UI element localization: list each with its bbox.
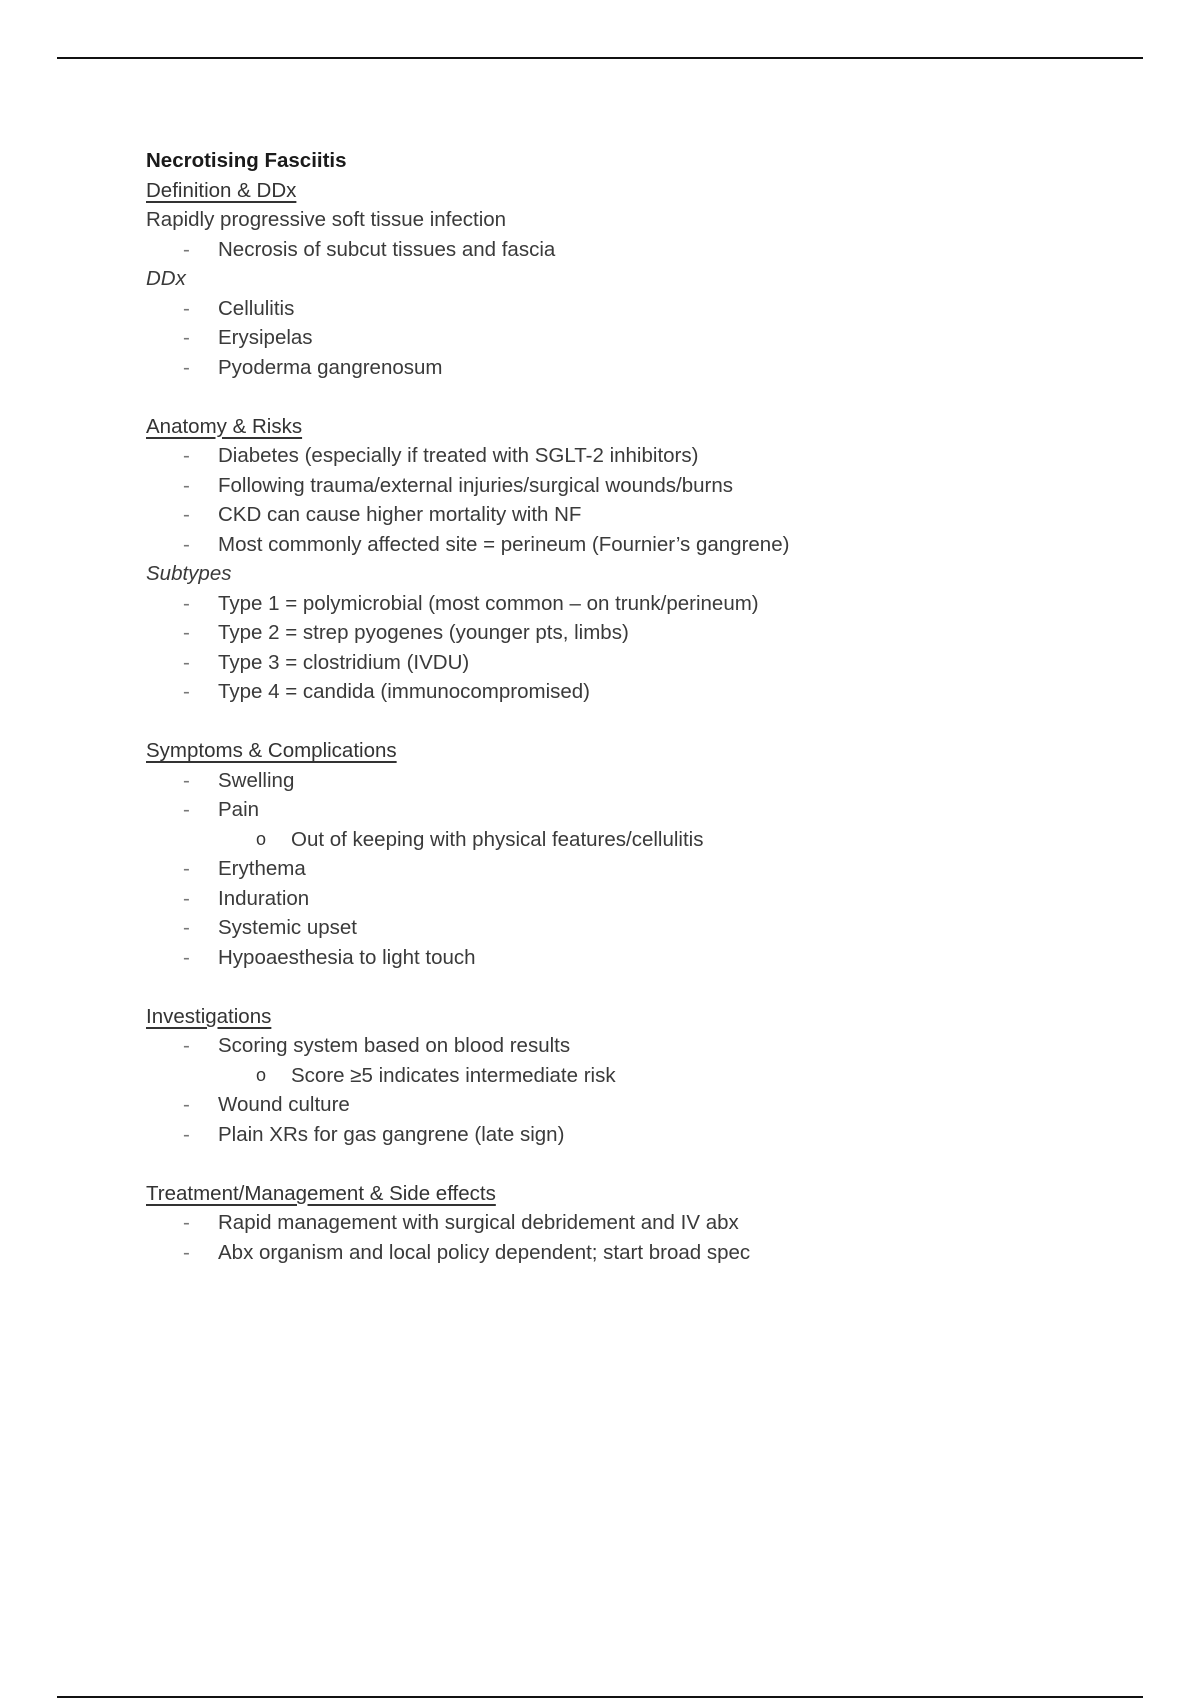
document-body — [146, 146, 1146, 1267]
definition-text: Rapidly progressive soft tissue infection — [146, 208, 507, 231]
heading-definition: Definition & DDx — [146, 178, 297, 202]
list-item: - Following trauma/external injuries/surgical wounds/burns — [146, 471, 1146, 501]
sub-list-item: o Out of keeping with physical features/cellulitis — [146, 825, 1146, 855]
list-item: - Systemic upset — [146, 913, 1146, 943]
list-item: - Necrosis of subcut tissues and fascia — [146, 235, 1146, 265]
dash-bullet: - — [183, 296, 190, 320]
list-item: - Rapid management with surgical debridement and IV abx — [146, 1208, 1146, 1238]
dash-bullet: - — [183, 1240, 190, 1264]
list-item: - Cellulitis — [146, 294, 1146, 324]
list-item: - CKD can cause higher mortality with NF — [146, 500, 1146, 530]
dash-bullet: - — [183, 1122, 190, 1146]
dash-bullet: - — [183, 444, 190, 467]
heading-anatomy: Anatomy & Risks — [146, 414, 303, 438]
list-item: - Most commonly affected site = perineum (Fournier’s gangrene) — [146, 530, 1146, 560]
dash-bullet: - — [183, 1093, 190, 1116]
list-item: - Pyoderma gangrenosum — [146, 353, 1146, 383]
dash-bullet: - — [183, 473, 190, 497]
footer-rule — [57, 1696, 1143, 1698]
list-item: - Plain XRs for gas gangrene (late sign) — [146, 1120, 1146, 1150]
heading-investigations: Investigations — [146, 1004, 272, 1028]
list-item: - Erythema — [146, 854, 1146, 884]
circle-bullet: o — [256, 828, 267, 849]
dash-bullet: - — [183, 768, 190, 792]
list-item: - Pain — [146, 795, 1146, 825]
list-item: - Scoring system based on blood results — [146, 1031, 1146, 1061]
dash-bullet: - — [183, 916, 190, 939]
dash-bullet: - — [183, 945, 190, 969]
dash-bullet: - — [183, 1034, 190, 1057]
dash-bullet: - — [183, 798, 190, 821]
dash-bullet: - — [183, 650, 190, 674]
dash-bullet: - — [183, 237, 190, 261]
list-item: - Induration — [146, 884, 1146, 914]
ddx-label: DDx — [146, 267, 186, 290]
dash-bullet: - — [183, 680, 190, 703]
header-rule — [57, 57, 1143, 59]
list-item: - Diabetes (especially if treated with SGLT-2 inhibitors) — [146, 441, 1146, 471]
dash-bullet: - — [183, 532, 190, 556]
list-item: - Abx organism and local policy dependent; start broad spec — [146, 1238, 1146, 1268]
dash-bullet: - — [183, 1211, 190, 1234]
document-title: Necrotising Fasciitis — [146, 149, 347, 172]
list-item: - Type 1 = polymicrobial (most common – on trunk/perineum) — [146, 589, 1146, 619]
list-item: - Erysipelas — [146, 323, 1146, 353]
list-item: - Hypoaesthesia to light touch — [146, 943, 1146, 973]
list-item: - Swelling — [146, 766, 1146, 796]
dash-bullet: - — [183, 591, 190, 615]
heading-symptoms: Symptoms & Complications — [146, 739, 397, 762]
sub-list-item: o Score ≥5 indicates intermediate risk — [146, 1061, 1146, 1091]
dash-bullet: - — [183, 857, 190, 880]
dash-bullet: - — [183, 503, 190, 526]
list-item: - Wound culture — [146, 1090, 1146, 1120]
dash-bullet: - — [183, 621, 190, 644]
heading-treatment: Treatment/Management & Side effects — [146, 1181, 496, 1205]
circle-bullet: o — [256, 1064, 267, 1085]
list-item: - Type 2 = strep pyogenes (younger pts, limbs) — [146, 618, 1146, 648]
subtypes-label: Subtypes — [146, 562, 232, 585]
dash-bullet: - — [183, 886, 190, 910]
list-item: - Type 4 = candida (immunocompromised) — [146, 677, 1146, 707]
dash-bullet: - — [183, 326, 190, 349]
list-item: - Type 3 = clostridium (IVDU) — [146, 648, 1146, 678]
dash-bullet: - — [183, 355, 190, 379]
